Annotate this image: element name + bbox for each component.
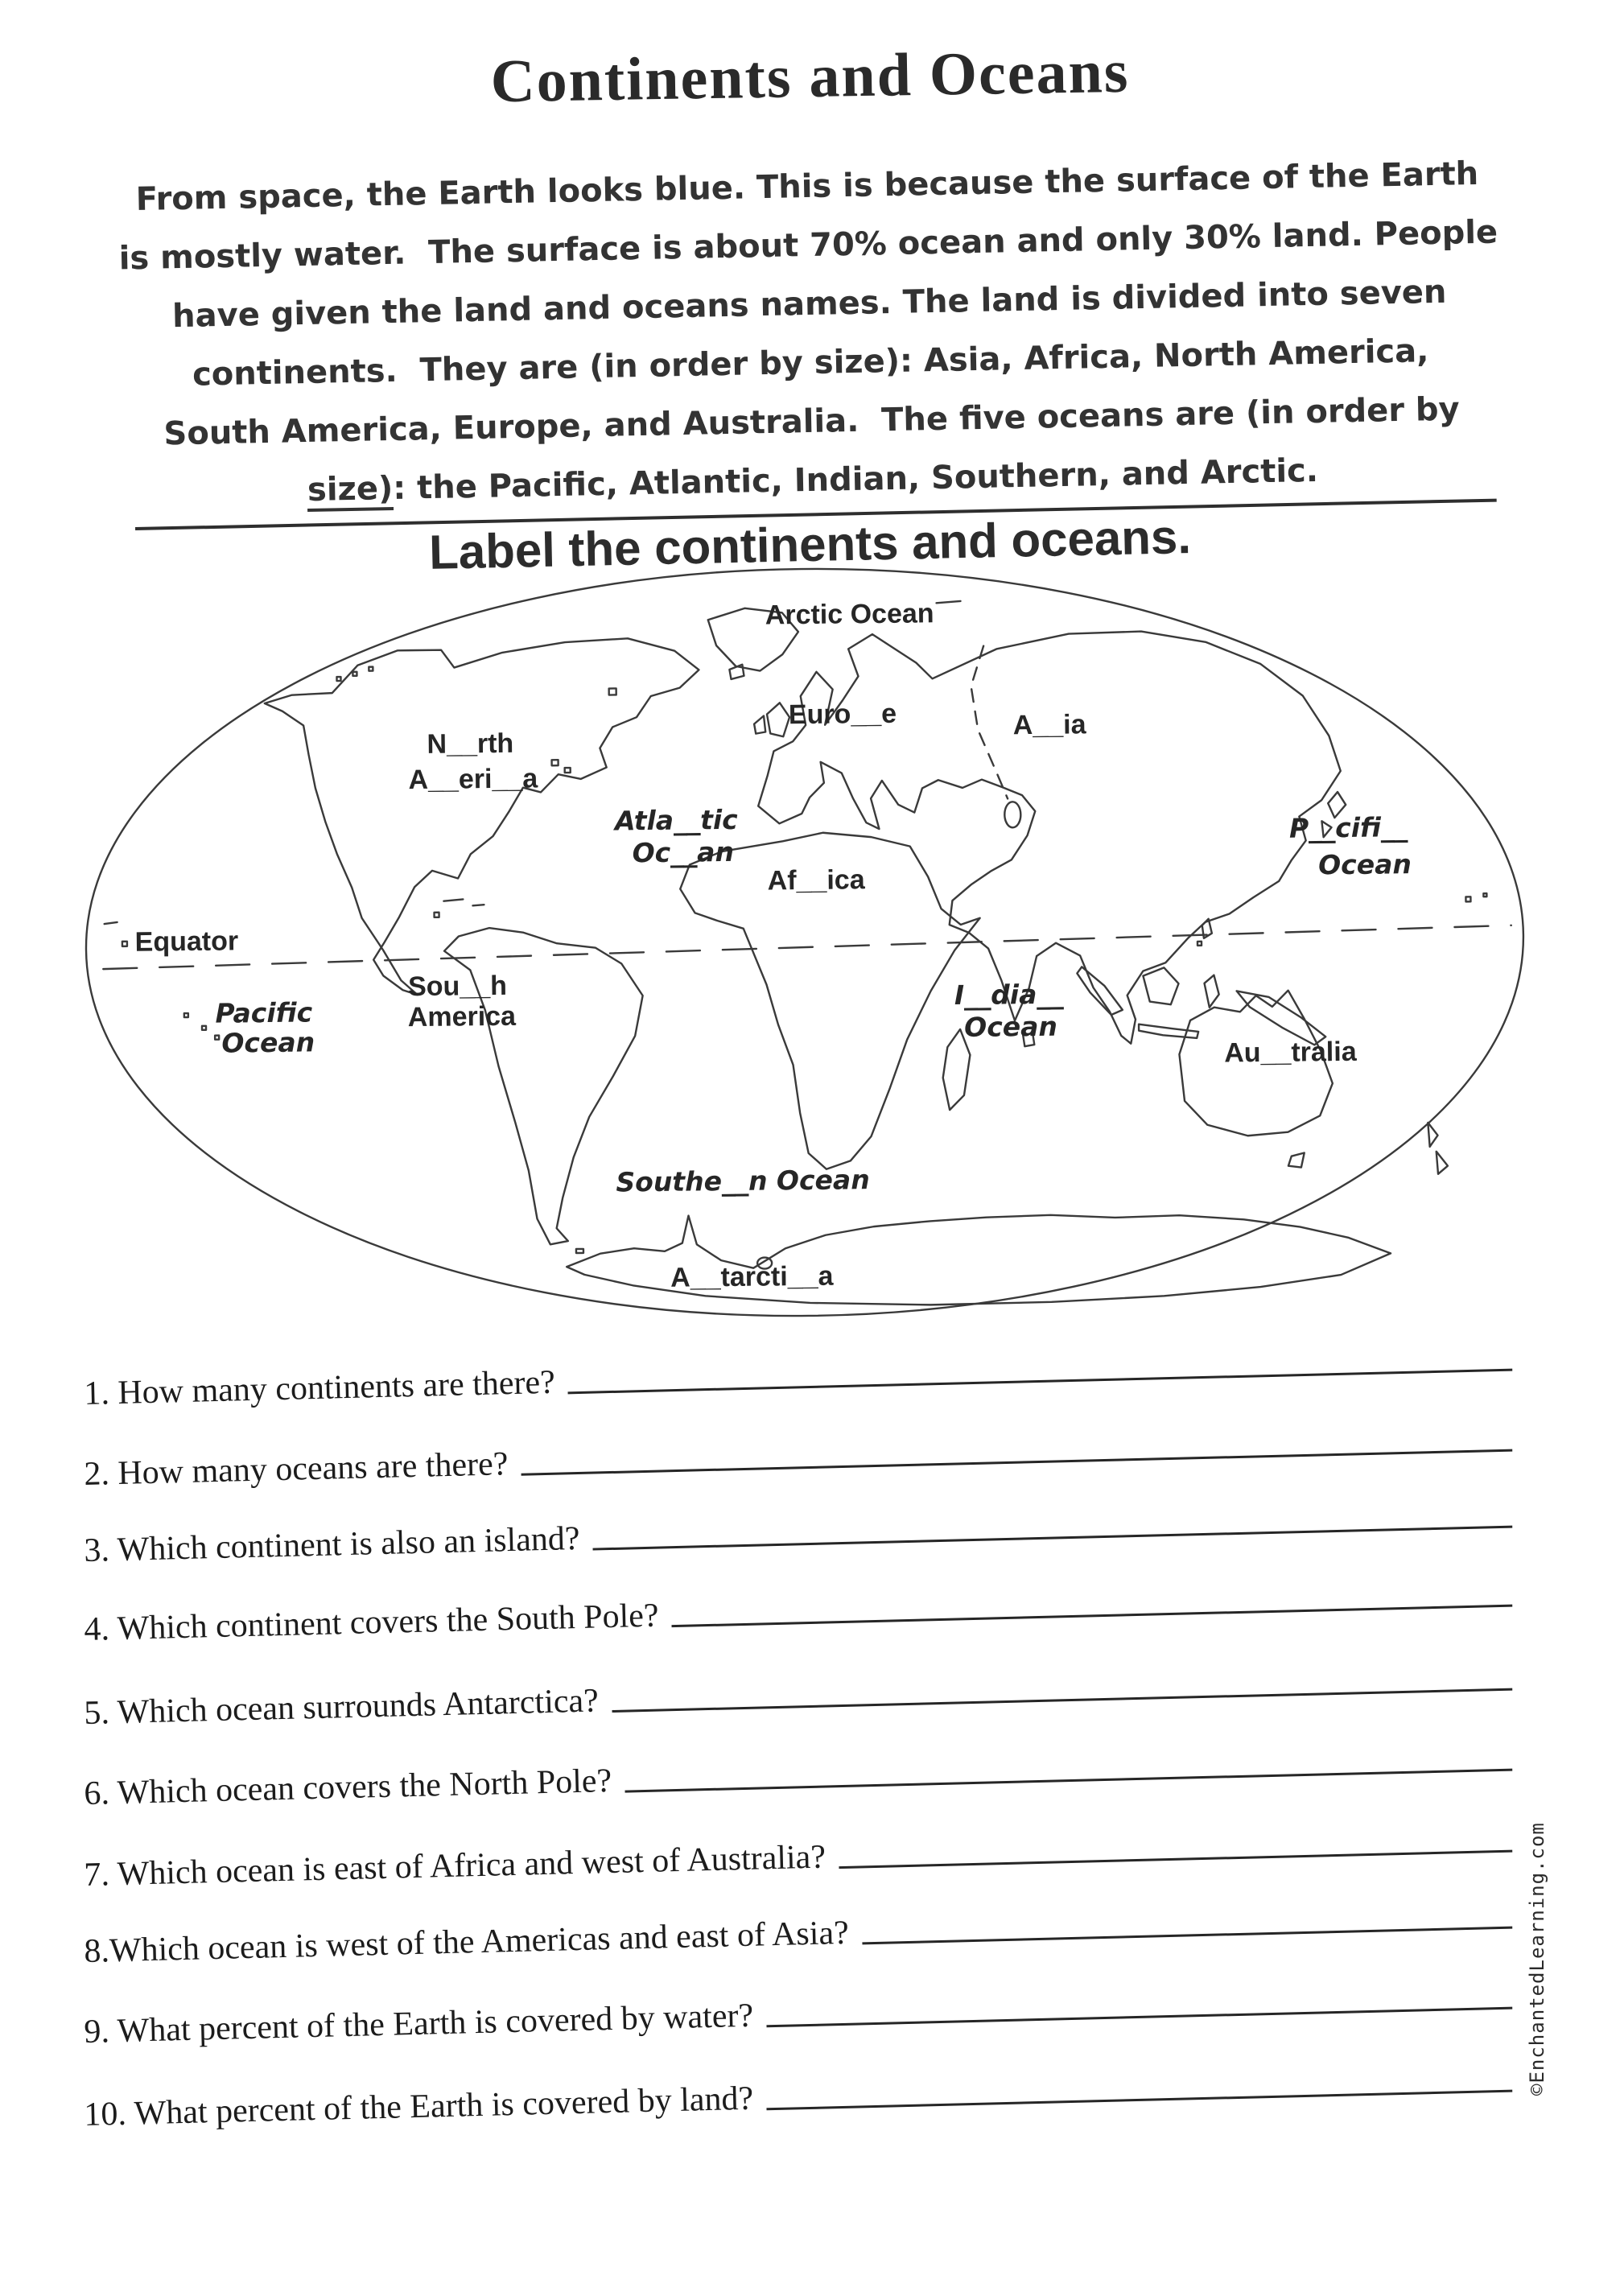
answer-blank	[766, 2090, 1512, 2111]
intro-line: continents. They are (in order by size): Asia, Africa, North America,	[192, 332, 1429, 394]
map-label-north-america-line2: A__eri__a	[408, 763, 538, 796]
map-island-speck	[336, 677, 340, 681]
map-globe-outline	[82, 562, 1527, 1324]
question-text: 10. What percent of the Earth is covered by land?	[83, 2080, 754, 2134]
question-row	[84, 1890, 1513, 1971]
map-island-speck	[105, 922, 117, 924]
map-island-speck	[184, 1013, 188, 1017]
intro-line: have given the land and oceans names. The land is divided into seven	[171, 273, 1447, 336]
question-text: 6. Which ocean covers the North Pole?	[83, 1762, 612, 1813]
island-new-zealand	[1437, 1152, 1448, 1174]
answer-blank	[839, 1850, 1512, 1869]
answer-blank	[862, 1927, 1512, 1945]
map-label-atlantic-line2: Oc__an	[632, 835, 735, 869]
europe-asia-border	[971, 645, 1008, 798]
map-label-southern-ocean: Southe__n Ocean	[616, 1164, 870, 1198]
question-text: 3. Which continent is also an island?	[83, 1519, 581, 1570]
intro-line: From space, the Earth looks blue. This is because the surface of the Earth	[135, 155, 1479, 219]
question-row	[84, 1732, 1513, 1813]
map-island-speck	[122, 942, 127, 946]
map-label-south-america-line2: America	[407, 1000, 517, 1033]
island-ireland	[754, 715, 765, 733]
answer-blank	[568, 1369, 1512, 1395]
map-label-indian-line1: I__dia__	[954, 978, 1064, 1012]
answer-blank	[593, 1526, 1512, 1551]
map-label-pacific-right-line2: Ocean	[1317, 848, 1412, 881]
map-label-africa: Af__ica	[767, 864, 865, 897]
map-island-speck	[576, 1249, 583, 1253]
island-sulawesi	[1204, 975, 1218, 1008]
map-label-arctic-ocean: Arctic Ocean	[765, 598, 934, 631]
map-label-atlantic-line1: Atla__tic	[614, 803, 738, 837]
question-text: 2. How many oceans are there?	[83, 1445, 509, 1494]
intro-paragraph	[0, 142, 1620, 526]
map-label-asia: A__ia	[1012, 709, 1086, 741]
question-row	[84, 1412, 1513, 1494]
copyright-text: ©EnchantedLearning.com	[1526, 1822, 1548, 2096]
question-text: 9. What percent of the Earth is covered by water?	[83, 1997, 754, 2051]
intro-line-rest: : the Pacific, Atlantic, Indian, Southern, and Arctic.	[392, 451, 1319, 507]
island-caribbean	[443, 899, 463, 901]
map-island-speck	[202, 1026, 206, 1030]
underlined-word: size)	[307, 470, 394, 512]
map-island-speck	[352, 672, 357, 676]
island-tasmania	[1288, 1153, 1305, 1168]
map-island-speck	[369, 667, 373, 671]
answer-blank	[612, 1688, 1512, 1713]
map-label-australia: Au__tralia	[1224, 1036, 1357, 1069]
map-label-pacific-right-line1: P__cifi__	[1288, 811, 1408, 844]
question-text: 5. Which ocean surrounds Antarctica?	[83, 1682, 600, 1733]
map-island-speck	[1483, 893, 1486, 897]
map-label-south-america-line1: Sou__h	[407, 970, 508, 1003]
island-java	[1139, 1024, 1198, 1039]
map-island-speck	[565, 768, 571, 773]
answer-blank	[625, 1769, 1512, 1793]
question-row	[84, 1651, 1513, 1733]
question-text: 8.Which ocean is west of the Americas and east of Asia?	[83, 1914, 850, 1971]
question-row	[84, 1489, 1513, 1570]
continent-antarctica	[567, 1208, 1391, 1309]
answer-blank	[521, 1449, 1513, 1476]
map-label-antarctica: A__tarcti__a	[670, 1260, 834, 1293]
map-label-equator: Equator	[134, 925, 239, 958]
map-island-speck	[435, 913, 439, 917]
map-label-pacific-left-line1: Pacific	[215, 996, 313, 1029]
question-row	[84, 1813, 1513, 1894]
map-island-speck	[1197, 942, 1202, 946]
island-sumatra	[1077, 967, 1123, 1016]
island-svalbard	[937, 601, 961, 603]
map-label-europe: Euro__e	[788, 698, 897, 731]
map-section-heading: Label the continents and oceans.	[428, 509, 1192, 579]
map-island-speck	[552, 760, 559, 765]
map-label-pacific-left-line2: Ocean	[221, 1026, 315, 1059]
map-island-speck	[609, 688, 616, 695]
island-philippines	[1202, 919, 1212, 938]
question-row	[84, 2053, 1513, 2134]
question-row	[84, 1332, 1513, 1413]
map-label-north-america-line1: N__rth	[427, 728, 514, 760]
question-text: 1. How many continents are there?	[83, 1363, 556, 1413]
island-borneo	[1143, 967, 1178, 1004]
caspian-sea	[1004, 802, 1020, 827]
intro-line: South America, Europe, and Australia. The five oceans are (in order by	[163, 390, 1461, 453]
map-island-speck	[1465, 897, 1470, 901]
island-britain	[767, 703, 789, 736]
question-text: 7. Which ocean is east of Africa and west of Australia?	[83, 1838, 826, 1894]
question-text: 4. Which continent covers the South Pole?	[83, 1597, 660, 1649]
equator-line	[103, 925, 1511, 969]
map-island-speck	[215, 1036, 219, 1040]
world-map	[76, 559, 1533, 1334]
question-row	[84, 1970, 1513, 2051]
island-new-zealand	[1428, 1123, 1437, 1147]
answer-blank	[672, 1605, 1513, 1628]
intro-line: is mostly water. The surface is about 70% ocean and only 30% land. People	[118, 213, 1498, 278]
map-label-indian-line2: Ocean	[963, 1010, 1058, 1043]
island-iceland	[729, 665, 744, 679]
page-title: Continents and Oceans	[490, 37, 1130, 116]
question-row	[84, 1568, 1513, 1649]
answer-blank	[766, 2007, 1512, 2028]
